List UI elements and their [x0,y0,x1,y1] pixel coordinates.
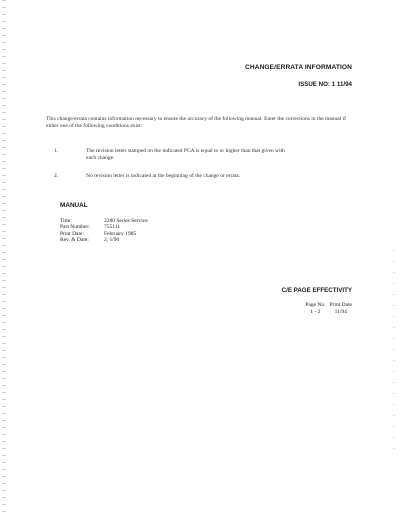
manual-value: 2, 1/90 [104,237,120,244]
intro-paragraph: This change/errata contains information necessary to ensure the accuracy of the following manual. Enter the corrections in the manual if either one of the following conditions exist: [46,116,346,130]
manual-info-table [60,218,148,244]
manual-heading: MANUAL [60,202,88,209]
page-no-header: Page No. [305,302,326,308]
manual-label: Rev. & Date: [60,237,89,244]
manual-value: 755111 [104,224,121,231]
manual-label: Part Number: [60,224,90,231]
manual-value: February 1985 [104,230,137,237]
issue-number: ISSUE NO: 1 11/94 [298,81,352,88]
condition-number: 2. [54,173,59,179]
condition-item [54,148,314,164]
page-no-value: 1 - 2 [310,308,321,315]
manual-label: Title: [60,218,72,224]
condition-text: The revision letter stamped on the indicated PCA is equal to or higher than that given with each change. [86,148,285,162]
effectivity-table [301,302,352,315]
manual-value: 2280 Series Service [104,218,148,224]
manual-row [60,237,148,243]
print-date-value: 11/94 [334,308,347,315]
effectivity-header-row [301,302,352,309]
condition-item [54,173,314,183]
effectivity-heading: C/E PAGE EFFECTIVITY [281,287,352,294]
condition-text: No revision letter is indicated at the beginning of the change or errata. [86,173,241,179]
scan-margin-marks [2,0,6,518]
condition-number: 1. [54,148,59,154]
effectivity-row [301,309,352,316]
manual-label: Print Date: [60,230,84,237]
print-date-header: Print Date [329,302,352,308]
document-title: CHANGE/ERRATA INFORMATION [244,64,352,71]
scan-margin-marks-right [393,250,395,450]
